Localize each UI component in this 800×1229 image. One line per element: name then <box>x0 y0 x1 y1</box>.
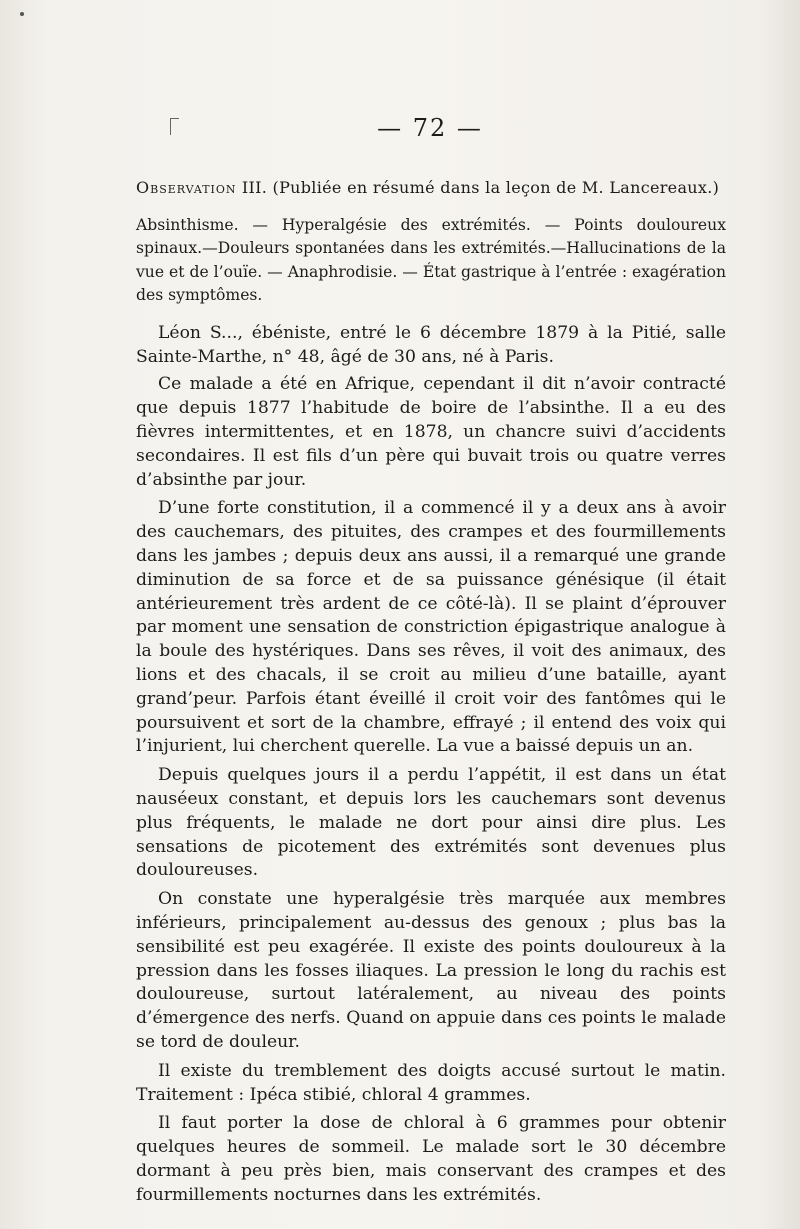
paragraph-patient-identity: Léon S..., ébéniste, entré le 6 décembre 1879 à la Pitié, salle Sainte-Marthe, n° 48, âgé de 30 ans, né à Paris. <box>136 322 726 367</box>
observation-header <box>136 176 726 200</box>
observation-header-rest: III. (Publiée en résumé dans la leçon de M. Lancereaux.) <box>241 178 720 197</box>
paragraph-recent: Depuis quelques jours il a perdu l’appétit, il est dans un état nauséeux constant, et depuis lors les cauchemars sont devenus plus fréquents, le malade ne dort pour ainsi dire plus. Les sensations de picotement des extrémités sont devenues plus douloureuses. <box>136 765 726 881</box>
paragraph-examination: On constate une hyperalgésie très marquée aux membres inférieurs, principalement au-dessus des genoux ; plus bas la sensibilité est peu exagérée. Il existe des points douloureux à la pression dans les fosses iliaques. La pression le long du rachis est douloureuse, surtout latéralement, au niveau des points d’émergence des nerfs. Quand on appuie dans ces points le malade se tord de douleur. <box>136 889 726 1052</box>
page-number: — 72 — <box>377 114 483 142</box>
text-block <box>136 176 726 1212</box>
ink-speck <box>20 12 24 16</box>
paragraph-history: Ce malade a été en Afrique, cependant il dit n’avoir contracté que depuis 1877 l’habitude de boire de l’absinthe. Il a eu des fièvres intermittentes, et en 1878, un chancre suivi d’accidents secondaires. Il est fils d’un père qui buvait trois ou quatre verres d’absinthe par jour. <box>136 374 726 490</box>
paragraph-symptoms: D’une forte constitution, il a commencé il y a deux ans à avoir des cauchemars, des pituites, des crampes et des fourmillements dans les jambes ; depuis deux ans aussi, il a remarqué une grande diminution de sa force et de sa puissance génésique (il était antérieurement très ardent de ce côté-là). Il se plaint d’éprouver par moment une sensation de constriction épigastrique analogue à la boule des hystériques. Dans ses rêves, il voit des animaux, des lions et des chacals, il se croit au milieu d’une bataille, ayant grand’peur. Parfois étant éveillé il croit voir des fantômes qui le poursuivent et sort de la chambre, effrayé ; il entend des voix qui l’injurient, lui cherchent querelle. La vue a baissé depuis un an. <box>136 498 726 757</box>
paragraph-treatment: Il existe du tremblement des doigts accusé surtout le matin. Traitement : Ipéca stibié, chloral 4 grammes. <box>136 1060 726 1105</box>
observation-label: Observation <box>136 178 237 197</box>
paragraph-outcome: Il faut porter la dose de chloral à 6 grammes pour obtenir quelques heures de sommeil. Le malade sort le 30 décembre dormant à peu près bien, mais conservant des crampes et des fourmillements nocturnes dans les extrémités. <box>136 1113 726 1205</box>
case-summary: Absinthisme. — Hyperalgésie des extrémités. — Points douloureux spinaux.—Douleurs spontanées dans les extrémités.—Hallucinations de la vue et de l’ouïe. — Anaphrodisie. — État gastrique à l’entrée : exagération des symptômes. <box>136 215 726 305</box>
